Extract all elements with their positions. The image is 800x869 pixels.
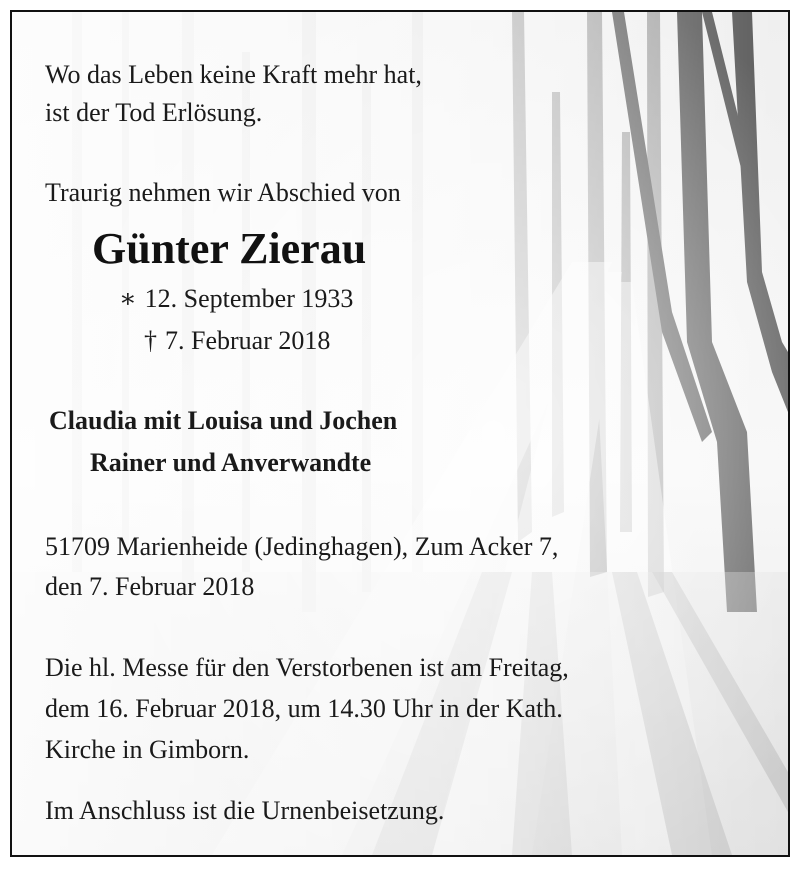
quote-line-1: Wo das Leben keine Kraft mehr hat, — [45, 60, 422, 89]
birth-symbol-icon: ∗ — [119, 284, 137, 313]
deceased-name: Günter Zierau — [92, 224, 367, 273]
mass-line-3: Kirche in Gimborn. — [45, 735, 250, 764]
address-line-1: 51709 Marienheide (Jedinghagen), Zum Acker 7, — [45, 532, 559, 561]
birth-date-text: 12. September 1933 — [144, 284, 354, 313]
notice-border — [10, 10, 790, 857]
address-line-2: den 7. Februar 2018 — [45, 572, 255, 601]
death-date — [144, 322, 330, 360]
quote-line-2: ist der Tod Erlösung. — [45, 98, 263, 127]
birth-date — [119, 280, 353, 318]
mourners-line-1: Claudia mit Louisa und Jochen — [49, 406, 398, 435]
death-date-text: 7. Februar 2018 — [165, 326, 331, 355]
closing-text: Im Anschluss ist die Urnenbeisetzung. — [45, 796, 445, 825]
mourners-line-2: Rainer und Anverwandte — [90, 448, 372, 477]
cross-symbol-icon: † — [144, 326, 157, 355]
mass-line-2: dem 16. Februar 2018, um 14.30 Uhr in der Kath. — [45, 694, 563, 723]
intro-text: Traurig nehmen wir Abschied von — [45, 178, 401, 207]
mass-line-1: Die hl. Messe für den Verstorbenen ist am Freitag, — [45, 653, 569, 682]
